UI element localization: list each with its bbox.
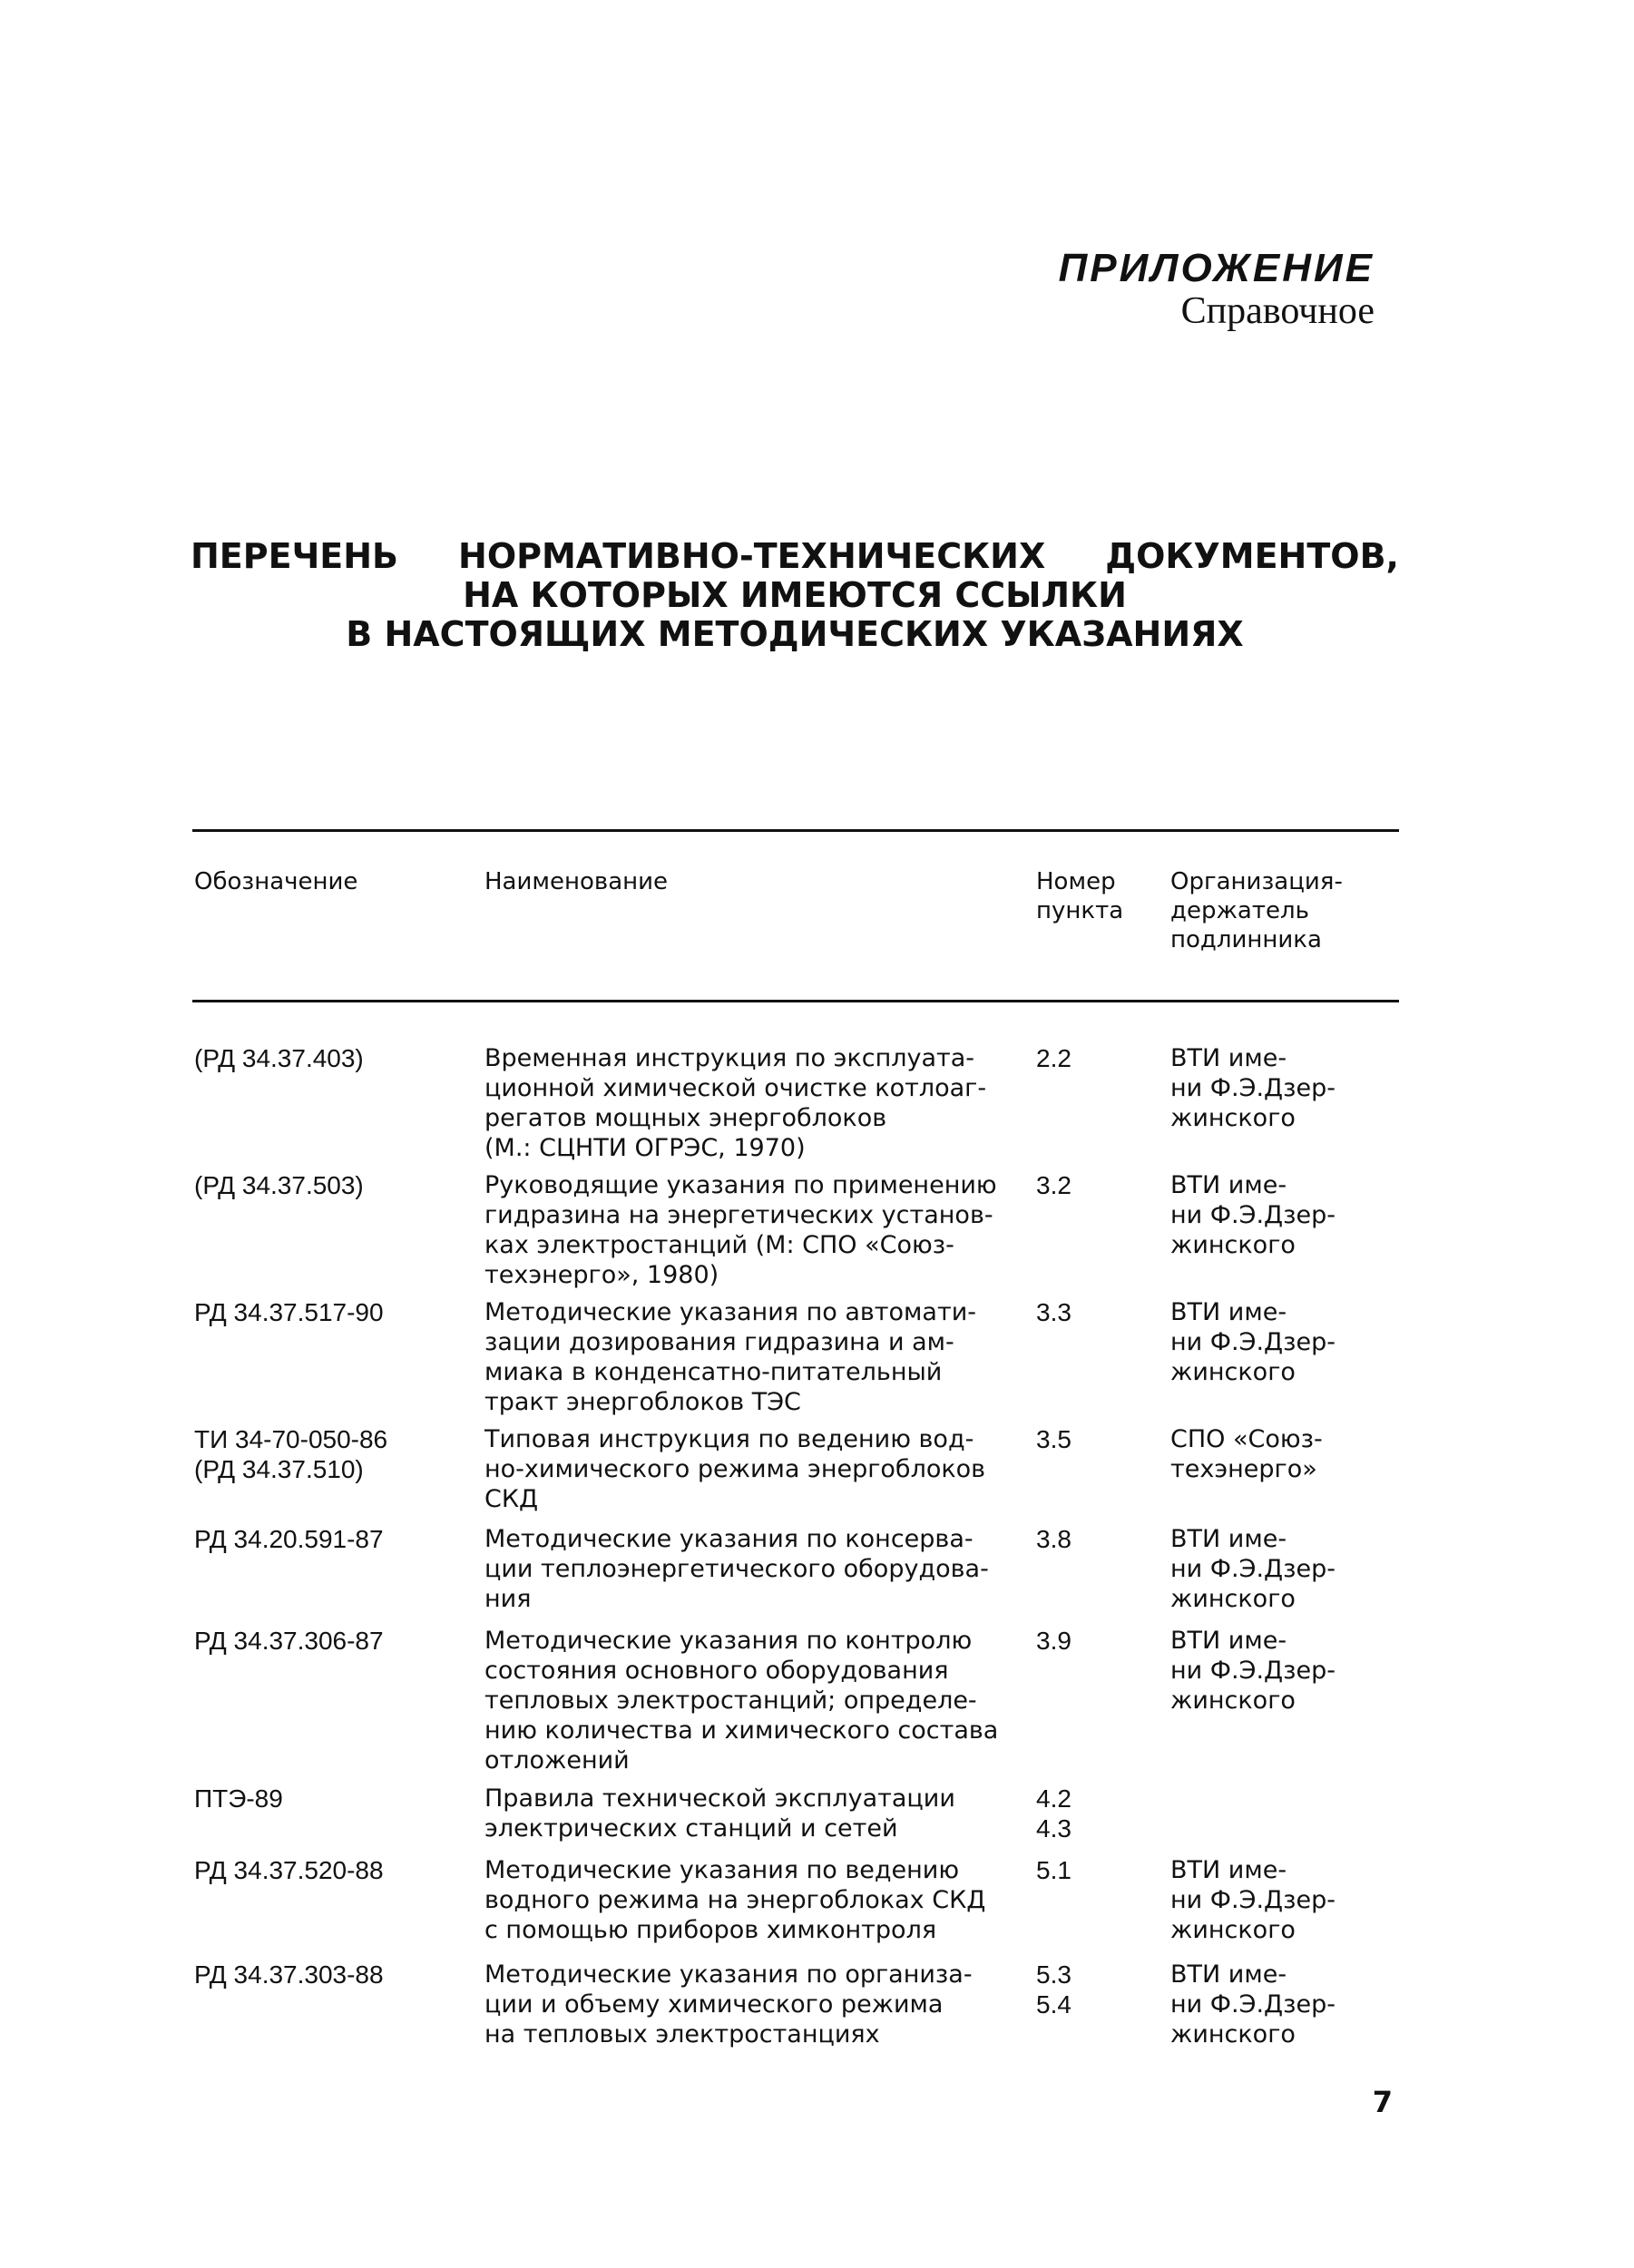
- row-number: 2.2: [1036, 1044, 1071, 1072]
- row-name: Правила технической эксплуатации электрических станций и сетей: [484, 1784, 955, 1843]
- row-number: 3.3: [1036, 1298, 1071, 1326]
- row-code: (РД 34.37.403): [194, 1044, 364, 1072]
- row-org: СПО «Союз- техэнерго»: [1170, 1425, 1323, 1483]
- row-org: ВТИ име- ни Ф.Э.Дзер- жинского: [1170, 1856, 1336, 1944]
- title-word: ПЕРЕЧЕНЬ: [191, 536, 399, 576]
- title-line-2: НА КОТОРЫХ ИМЕЮТСЯ ССЫЛКИ: [463, 575, 1127, 615]
- row-name: Методические указания по автомати- зации дозирования гидразина и ам- миака в конденсатно-питательный тракт энергоблоков ТЭС: [484, 1298, 976, 1416]
- table-header-rule: [192, 1000, 1399, 1002]
- row-name: Типовая инструкция по ведению вод- но-химического режима энергоблоков СКД: [484, 1425, 986, 1513]
- title-word: НОРМАТИВНО-ТЕХНИЧЕСКИХ: [458, 536, 1046, 576]
- appendix-label: [1059, 247, 1375, 332]
- row-name: Методические указания по консерва- ции теплоэнергетического оборудова- ния: [484, 1525, 989, 1613]
- row-number: 5.1: [1036, 1856, 1071, 1884]
- header-number: Номер пункта: [1036, 868, 1124, 924]
- row-number: 3.8: [1036, 1525, 1071, 1553]
- header-name: Наименование: [484, 868, 669, 895]
- title-line-3: В НАСТОЯЩИХ МЕТОДИЧЕСКИХ УКАЗАНИЯХ: [346, 614, 1244, 654]
- row-number: 3.2: [1036, 1171, 1071, 1199]
- row-org: ВТИ име- ни Ф.Э.Дзер- жинского: [1170, 1044, 1336, 1132]
- row-code: (РД 34.37.503): [194, 1171, 364, 1199]
- row-name: Методические указания по контролю состояния основного оборудования тепловых электростанций; определе- нию количества и химического состава отложений: [484, 1627, 999, 1774]
- row-name: Методические указания по ведению водного режима на энергоблоках СКД с помощью приборов химконтроля: [484, 1856, 986, 1944]
- page-number: 7: [1372, 2085, 1393, 2119]
- row-number: 3.5: [1036, 1425, 1071, 1453]
- row-number: 5.3 5.4: [1036, 1960, 1071, 2019]
- row-code: РД 34.37.517-90: [194, 1298, 384, 1326]
- row-name: Руководящие указания по применению гидразина на энергетических установ- ках электростанций (М: СПО «Союз- техэнерго», 1980): [484, 1171, 997, 1289]
- header-org: Организация- держатель подлинника: [1170, 868, 1343, 953]
- title-line-1: [191, 537, 1399, 576]
- row-name: Временная инструкция по эксплуата- ционной химической очистке котлоаг- регатов мощных энергоблоков (М.: СЦНТИ ОГРЭС, 1970): [484, 1044, 987, 1162]
- row-code: РД 34.37.520-88: [194, 1856, 384, 1884]
- appendix-subtitle: Справочное: [1180, 290, 1375, 332]
- appendix-title: ПРИЛОЖЕНИЕ: [1058, 246, 1375, 290]
- row-org: ВТИ име- ни Ф.Э.Дзер- жинского: [1170, 1627, 1336, 1715]
- title-word: ДОКУМЕНТОВ,: [1105, 536, 1399, 576]
- row-org: ВТИ име- ни Ф.Э.Дзер- жинского: [1170, 1298, 1336, 1386]
- table-top-rule: [192, 829, 1399, 832]
- document-title: [191, 537, 1399, 654]
- row-name: Методические указания по организа- ции и объему химического режима на тепловых электростанциях: [484, 1960, 973, 2048]
- header-code: Обозначение: [194, 868, 358, 895]
- row-code: РД 34.37.306-87: [194, 1627, 384, 1655]
- row-number: 3.9: [1036, 1627, 1071, 1655]
- row-code: РД 34.20.591-87: [194, 1525, 384, 1553]
- row-code: ТИ 34-70-050-86 (РД 34.37.510): [194, 1425, 388, 1483]
- row-org: ВТИ име- ни Ф.Э.Дзер- жинского: [1170, 1171, 1336, 1259]
- row-code: ПТЭ-89: [194, 1784, 283, 1813]
- row-code: РД 34.37.303-88: [194, 1960, 384, 1989]
- row-org: ВТИ име- ни Ф.Э.Дзер- жинского: [1170, 1525, 1336, 1613]
- row-number: 4.2 4.3: [1036, 1784, 1071, 1843]
- row-org: ВТИ име- ни Ф.Э.Дзер- жинского: [1170, 1960, 1336, 2048]
